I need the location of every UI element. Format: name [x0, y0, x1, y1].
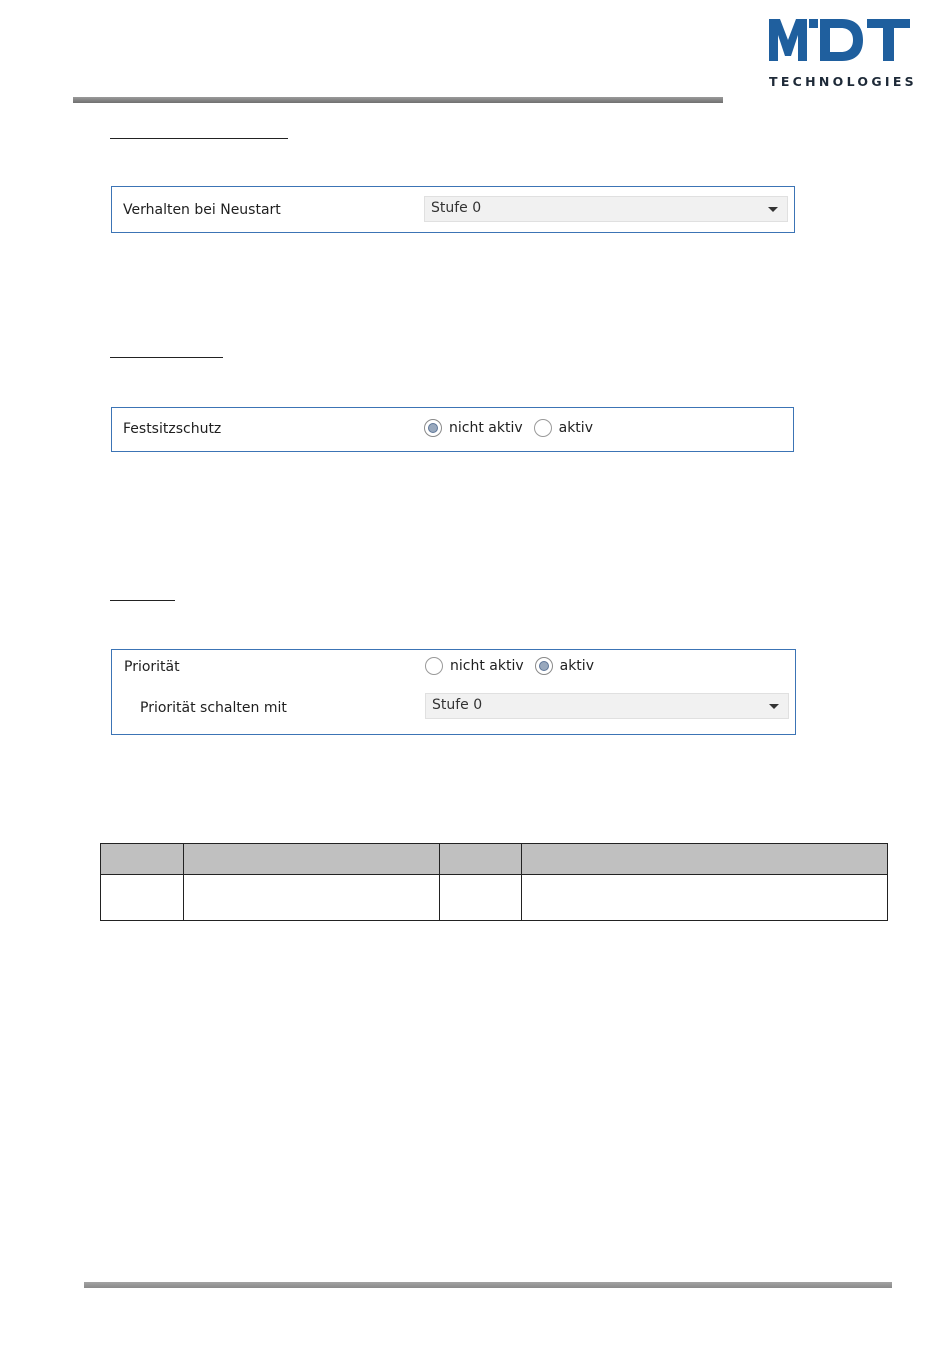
table-header-cell: [183, 844, 439, 875]
chevron-down-icon: [768, 207, 778, 212]
radio-checked-icon: [424, 419, 442, 437]
footer-rule: [84, 1282, 892, 1288]
restart-select[interactable]: [424, 196, 788, 222]
restart-select-value: Stufe 0: [431, 200, 482, 216]
priority-sub-label: Priorität schalten mit: [140, 700, 287, 716]
protection-label: Festsitzschutz: [123, 421, 222, 437]
radio-unchecked-icon: [534, 419, 552, 437]
table-cell: [522, 875, 888, 921]
protection-option-inactive-label: nicht aktiv: [449, 420, 523, 436]
protection-option-active-label: aktiv: [558, 420, 593, 436]
table-header-cell: [101, 844, 184, 875]
priority-radio-group: [425, 657, 605, 675]
protection-option-inactive[interactable]: [424, 419, 523, 437]
priority-option-active-label: aktiv: [559, 658, 594, 674]
table-header-cell: [522, 844, 888, 875]
section-heading-underline: [110, 600, 175, 601]
mdt-logo: [768, 16, 917, 92]
protection-option-active[interactable]: [534, 419, 593, 437]
table-cell: [101, 875, 184, 921]
restart-panel: [111, 186, 795, 233]
table-header-row: [101, 844, 888, 875]
chevron-down-icon: [769, 704, 779, 709]
protection-panel: [111, 407, 794, 452]
priority-option-inactive-label: nicht aktiv: [450, 658, 524, 674]
table-cell: [183, 875, 439, 921]
radio-checked-icon: [535, 657, 553, 675]
logo-subtitle: TECHNOLOGIES: [769, 74, 917, 89]
priority-panel: [111, 649, 796, 735]
table-row: [101, 875, 888, 921]
priority-option-active[interactable]: [535, 657, 594, 675]
section-heading-underline: [110, 138, 288, 139]
section-heading-underline: [110, 357, 223, 358]
table-header-cell: [439, 844, 522, 875]
priority-select-value: Stufe 0: [432, 697, 483, 713]
restart-label: Verhalten bei Neustart: [123, 202, 281, 218]
priority-option-inactive[interactable]: [425, 657, 524, 675]
priority-label: Priorität: [124, 659, 180, 675]
mdt-logo-mark: [768, 16, 913, 66]
protection-radio-group: [424, 419, 604, 437]
radio-unchecked-icon: [425, 657, 443, 675]
table-cell: [439, 875, 522, 921]
header-rule: [73, 97, 723, 103]
object-table: [100, 843, 888, 921]
priority-select[interactable]: [425, 693, 789, 719]
